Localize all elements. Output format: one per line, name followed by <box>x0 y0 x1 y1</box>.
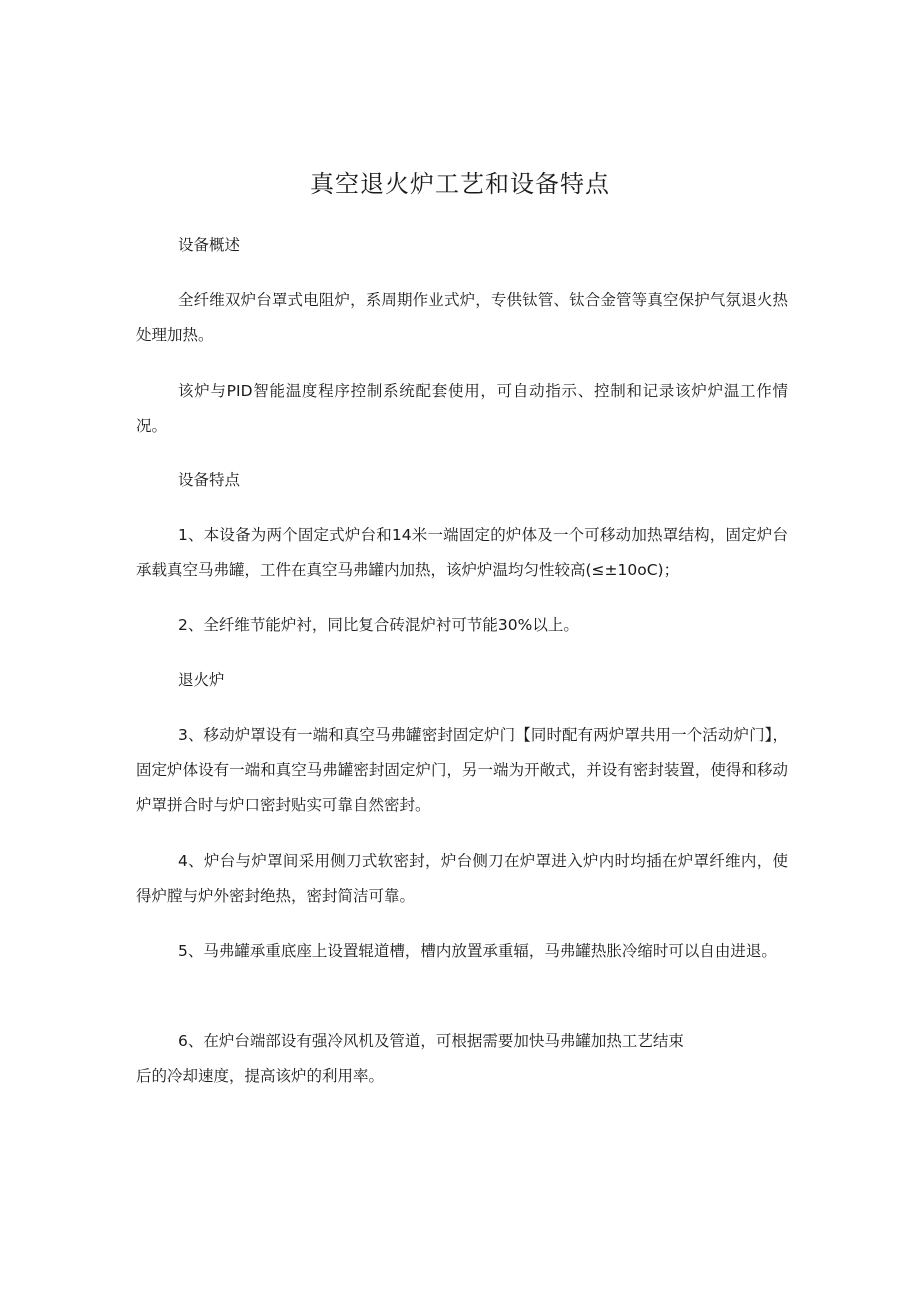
document-title: 真空退火炉工艺和设备特点 <box>310 170 610 198</box>
overview-paragraph-2: 该炉与PID智能温度程序控制系统配套使用，可自动指示、控制和记录该炉炉温工作情况。 <box>136 382 788 435</box>
feature-paragraph-6 <box>136 1024 788 1094</box>
section-heading-annealing: 退火炉 <box>178 671 225 689</box>
feature-paragraph-1: 1、本设备为两个固定式炉台和14米一端固定的炉体及一个可移动加热罩结构，固定炉台承载真空马弗罐，工件在真空马弗罐内加热，该炉炉温均匀性较高(≤±10oC)； <box>136 526 788 579</box>
feature-paragraph-4: 4、炉台与炉罩间采用侧刀式软密封，炉台侧刀在炉罩进入炉内时均插在炉罩纤维内，使得炉膛与炉外密封绝热，密封简洁可靠。 <box>136 852 788 905</box>
feature-paragraph-5: 5、马弗罐承重底座上设置辊道槽，槽内放置承重辐，马弗罐热胀冷缩时可以自由进退。 <box>178 942 777 960</box>
section-heading-overview: 设备概述 <box>178 236 241 254</box>
feature-paragraph-2: 2、全纤维节能炉衬，同比复合砖混炉衬可节能30%以上。 <box>178 616 579 634</box>
feature-paragraph-6-line-1: 6、在炉台端部设有强冷风机及管道，可根据需要加快马弗罐加热工艺结束 <box>178 1032 684 1050</box>
overview-paragraph-1: 全纤维双炉台罩式电阻炉，系周期作业式炉，专供钛管、钛合金管等真空保护气氛退火热处理加热。 <box>136 291 788 344</box>
feature-paragraph-6-line-2: 后的冷却速度，提高该炉的利用率。 <box>136 1067 385 1085</box>
feature-paragraph-3: 3、移动炉罩设有一端和真空马弗罐密封固定炉门【同时配有两炉罩共用一个活动炉门】，固定炉体设有一端和真空马弗罐密封固定炉门，另一端为开敞式，并设有密封装置，使得和移动炉罩拼合时与炉口密封贴实可靠自然密封。 <box>136 726 788 814</box>
section-heading-features: 设备特点 <box>178 471 241 489</box>
